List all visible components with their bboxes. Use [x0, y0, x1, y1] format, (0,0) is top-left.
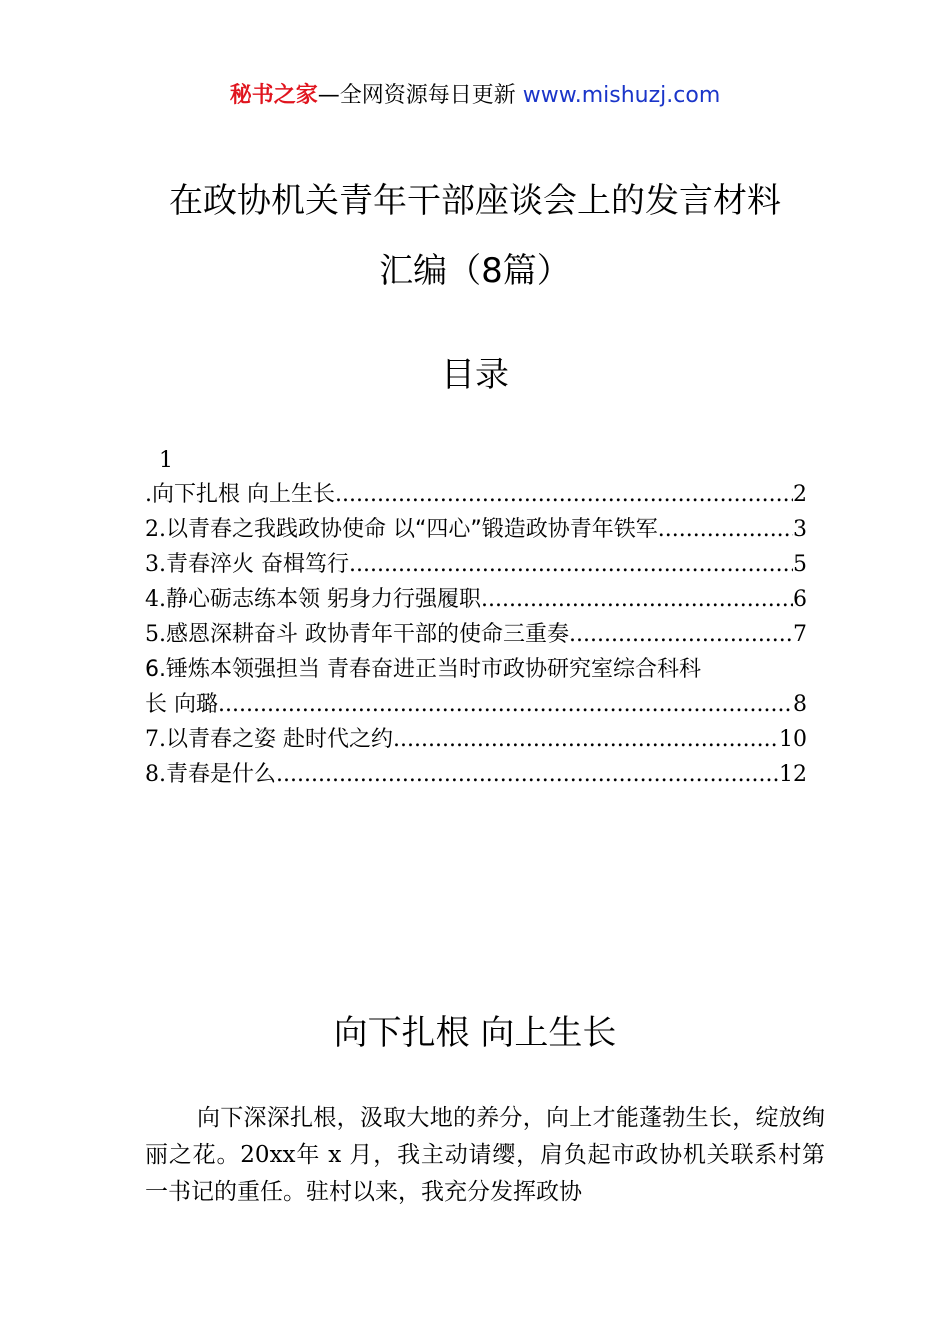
body-paragraph	[145, 1100, 825, 1211]
toc-leader-dots	[349, 547, 793, 582]
toc-entry-label-continued: 长 向璐	[145, 692, 218, 717]
toc-entry-page: 8	[793, 692, 807, 717]
toc-entry-number: 8.	[145, 762, 166, 787]
toc-heading: 目录	[441, 355, 509, 395]
toc-entry-label: 以青春之我践政协使命 以“四心”锻造政协青年铁军	[166, 517, 658, 542]
toc-leader-dots	[658, 512, 793, 547]
section-title: 向下扎根 向上生长	[333, 1013, 617, 1053]
toc-leader-dots	[335, 477, 793, 512]
brand-name: 秘书之家	[229, 83, 318, 108]
paragraph-text-a: 向下深深扎根，汲取大地的养分，向上才能蓬勃生长，绽放绚丽之花。	[145, 1105, 825, 1168]
toc-entry-8[interactable]	[145, 757, 807, 792]
toc-leader-dots	[218, 687, 793, 722]
document-title-line-2: 汇编（8篇）	[379, 251, 571, 291]
site-url[interactable]: www.mishuzj.com	[522, 83, 721, 108]
toc-entry-2[interactable]	[145, 512, 807, 547]
toc-entry-3[interactable]	[145, 547, 807, 582]
toc-entry-number: .	[145, 482, 152, 507]
toc-entry-label: 以青春之姿 赴时代之约	[166, 727, 393, 752]
toc-entry-page: 5	[793, 552, 807, 577]
toc-entry-page: 2	[793, 482, 807, 507]
toc-entry-label: 青春淬火 奋楫笃行	[166, 552, 349, 577]
toc-entry-label: 感恩深耕奋斗 政协青年干部的使命三重奏	[166, 622, 569, 647]
toc-entry-page: 3	[793, 517, 807, 542]
site-header	[0, 80, 950, 112]
toc-entry-page: 7	[793, 622, 807, 647]
toc-entry-number: 2.	[145, 517, 166, 542]
paragraph-month: x	[320, 1142, 350, 1168]
header-tagline: —全网资源每日更新	[317, 83, 523, 108]
table-of-contents	[145, 445, 807, 792]
toc-entry-number: 3.	[145, 552, 166, 577]
toc-entry-7[interactable]	[145, 722, 807, 757]
toc-entry-6[interactable]	[145, 652, 807, 687]
toc-entry-label: 锤炼本领强担当 青春奋进正当时市政协研究室综合科科	[166, 657, 701, 682]
paragraph-text-c: 月，我主动请缨，肩负起市政协机关联系村第一书记的重任。驻村以来，我充分发挥政协	[145, 1142, 826, 1205]
toc-entry-number: 5.	[145, 622, 166, 647]
toc-leader-dots	[276, 757, 779, 792]
toc-entry-label: 向下扎根 向上生长	[152, 482, 335, 507]
toc-entry-page: 12	[779, 762, 807, 787]
toc-entry-page: 10	[779, 727, 807, 752]
toc-entry-number: 7.	[145, 727, 166, 752]
toc-entry-label: 静心砺志练本领 躬身力行强履职	[166, 587, 481, 612]
paragraph-year: 20xx	[240, 1142, 296, 1168]
toc-entry-number: 4.	[145, 587, 166, 612]
toc-leader-dots	[569, 617, 793, 652]
toc-entry-page: 6	[793, 587, 807, 612]
toc-leader-dots	[393, 722, 779, 757]
toc-entry-5[interactable]	[145, 617, 807, 652]
document-title-line-1: 在政协机关青年干部座谈会上的发言材料	[169, 181, 781, 221]
toc-leader-dots	[481, 582, 793, 617]
toc-first-number: 1	[159, 448, 173, 473]
toc-entry-4[interactable]	[145, 582, 807, 617]
toc-entry-6-continued[interactable]	[145, 687, 807, 722]
toc-entry-label: 青春是什么	[166, 762, 277, 787]
paragraph-text-b: 年	[295, 1142, 321, 1168]
toc-entry-1[interactable]	[145, 477, 807, 512]
toc-entry-number: 6.	[145, 657, 166, 682]
